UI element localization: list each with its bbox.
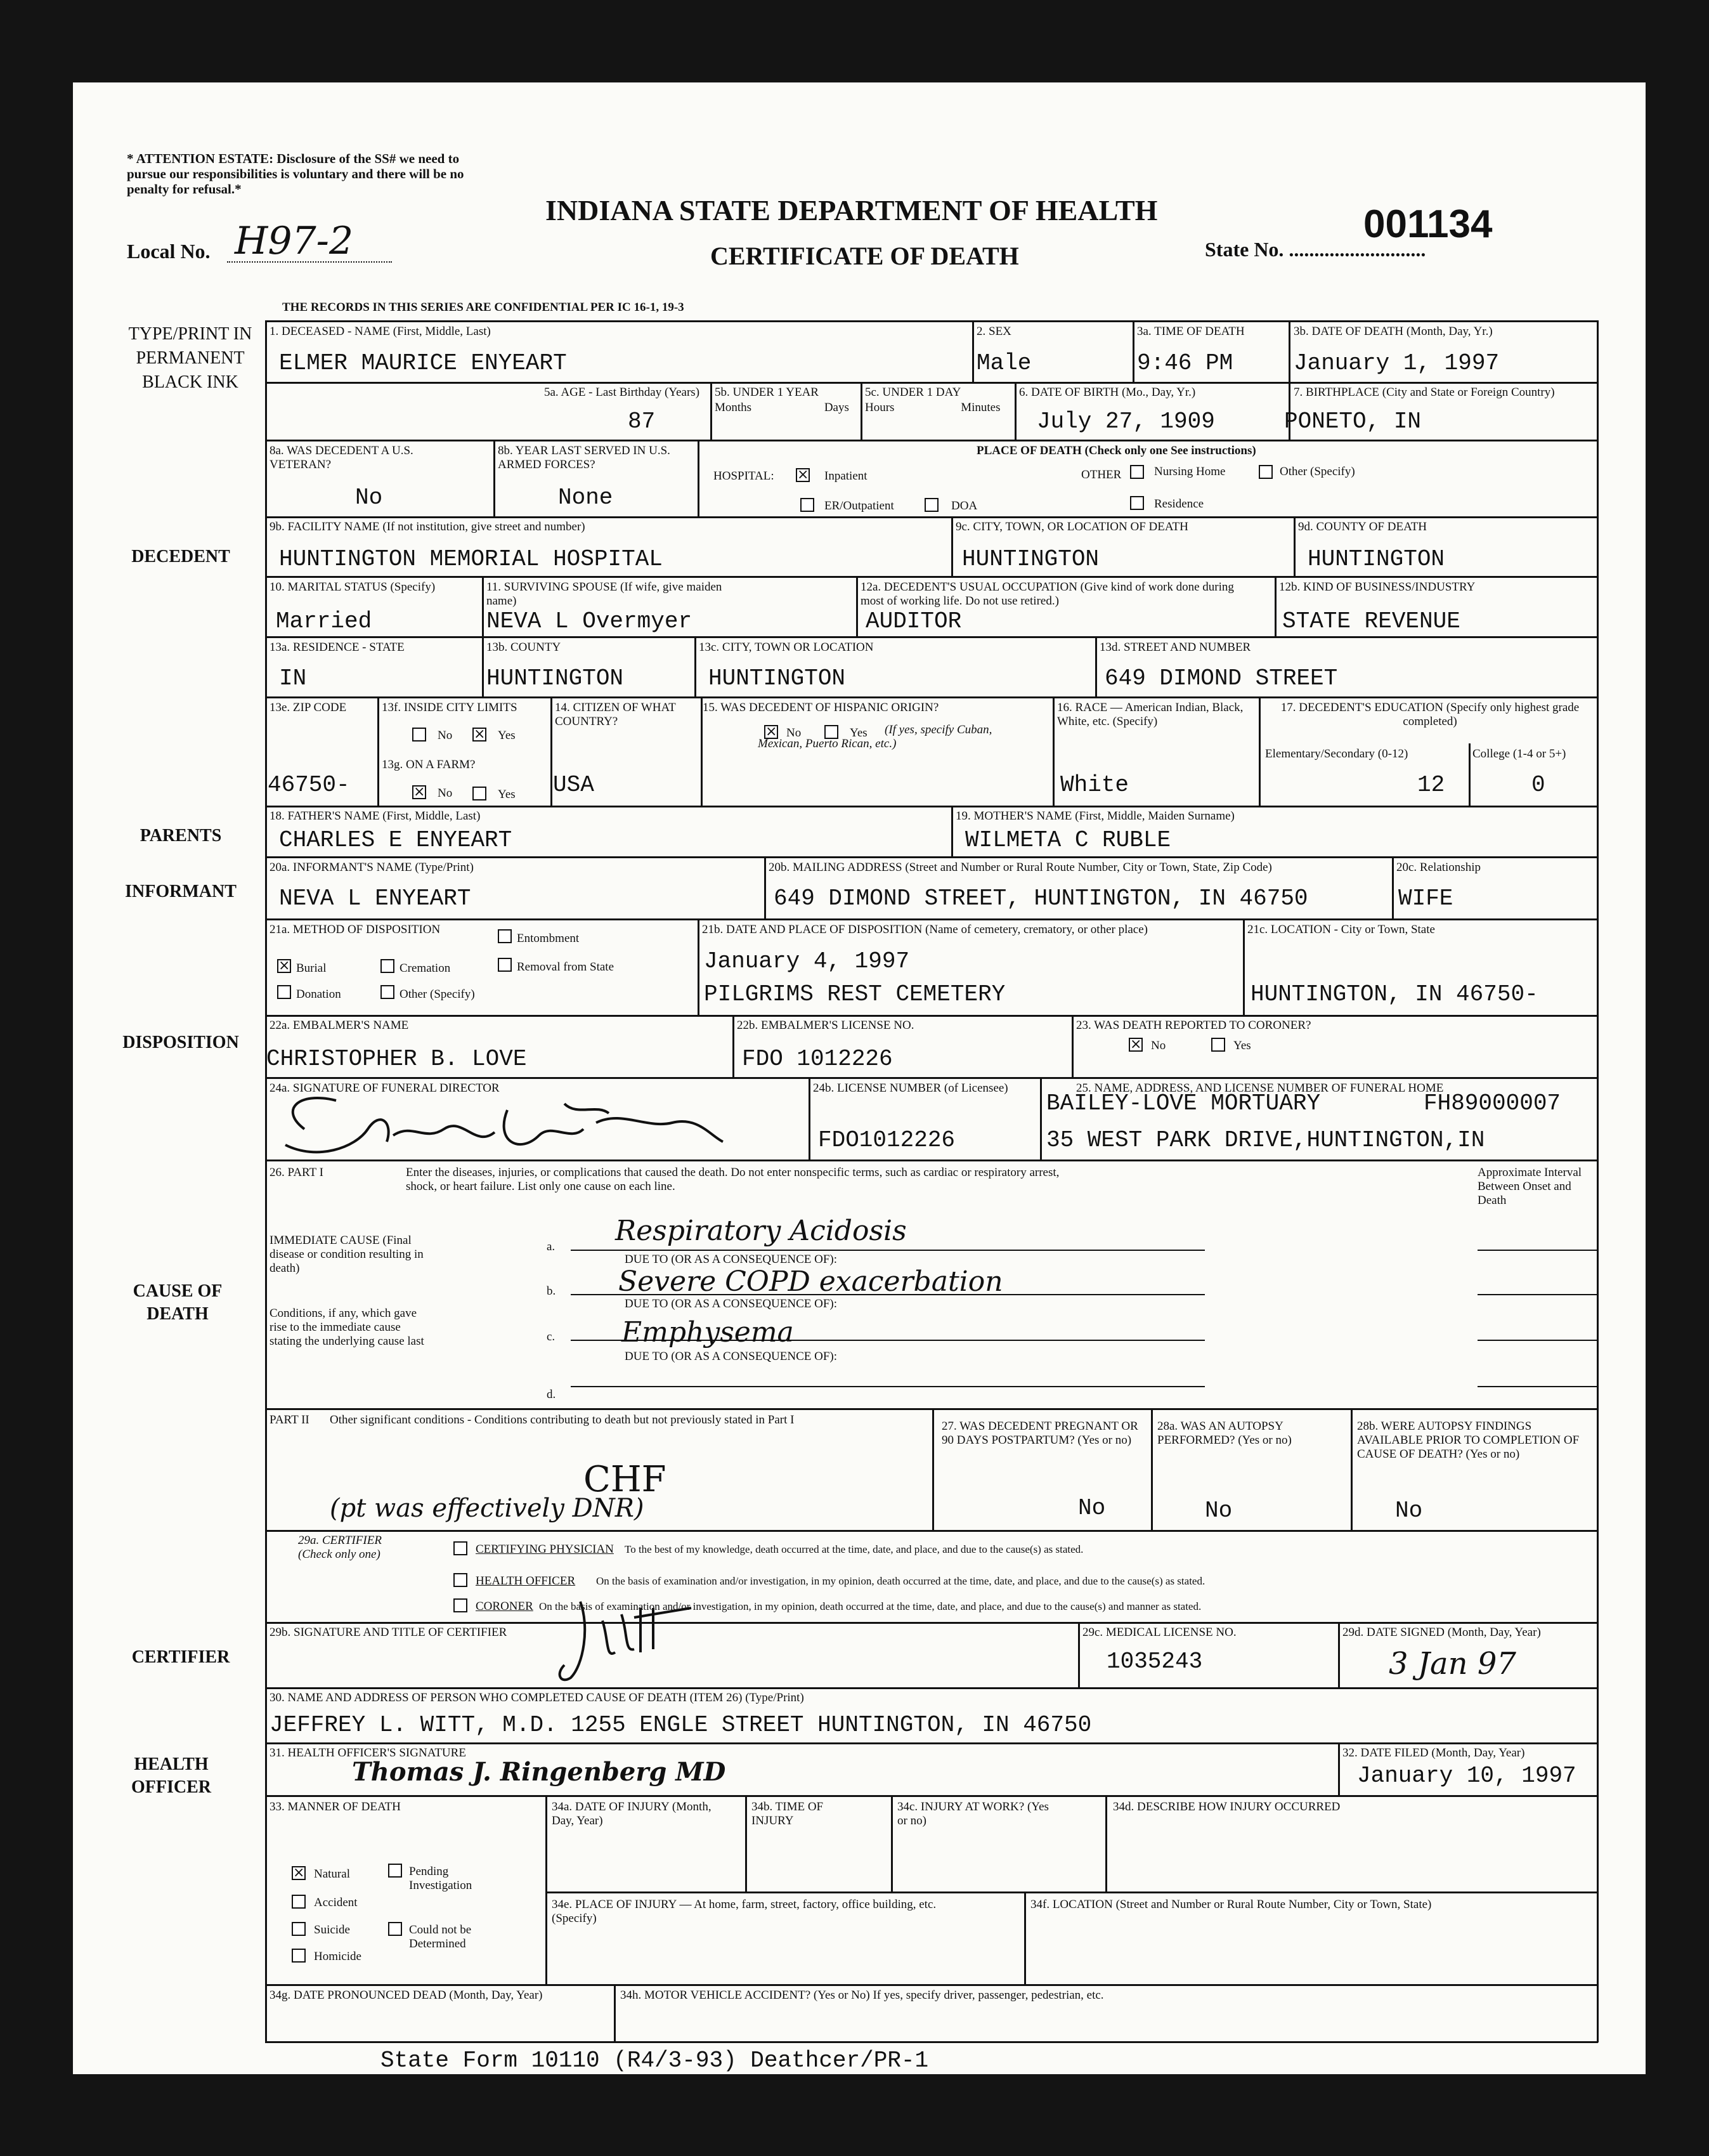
- citizen-label: 14. CITIZEN OF WHAT COUNTRY?: [555, 701, 676, 728]
- form-footer: State Form 10110 (R4/3-93) Deathcer/PR-1: [380, 2048, 929, 2074]
- donation-label: Donation: [296, 988, 341, 1001]
- removal-checkbox[interactable]: [498, 958, 512, 972]
- city-death-label: 9c. CITY, TOWN, OR LOCATION OF DEATH: [956, 520, 1188, 533]
- street-value: 649 DIMOND STREET: [1105, 665, 1338, 691]
- hispanic-yes-label: Yes: [850, 726, 867, 740]
- cert-license-value: 1035243: [1107, 1649, 1203, 1675]
- race-label: 16. RACE — American Indian, Black, White, etc. (Specify): [1057, 701, 1244, 728]
- cremation-checkbox[interactable]: [380, 959, 394, 973]
- farm-label: 13g. ON A FARM?: [382, 758, 476, 771]
- fd-sig-label: 24a. SIGNATURE OF FUNERAL DIRECTOR: [270, 1081, 500, 1095]
- date-filed-value: January 10, 1997: [1357, 1763, 1576, 1789]
- county-death-label: 9d. COUNTY OF DEATH: [1298, 520, 1427, 533]
- res-county-label: 13b. COUNTY: [486, 641, 561, 654]
- farm-yes-label: Yes: [498, 788, 516, 801]
- other-place-checkbox[interactable]: [1259, 465, 1273, 479]
- burial-checkbox[interactable]: ×: [278, 958, 290, 974]
- relationship-label: 20c. Relationship: [1396, 861, 1481, 874]
- hispanic-label: 15. WAS DECEDENT OF HISPANIC ORIGIN?: [703, 701, 939, 714]
- undetermined-label: Could not be Determined: [409, 1923, 472, 1950]
- section-informant: INFORMANT: [125, 882, 237, 901]
- farm-no-checkbox[interactable]: ×: [413, 784, 426, 800]
- city-limits-label: 13f. INSIDE CITY LIMITS: [382, 701, 517, 714]
- autopsy-value: No: [1205, 1498, 1233, 1524]
- pending-checkbox[interactable]: [388, 1864, 402, 1878]
- suicide-label: Suicide: [314, 1923, 350, 1937]
- city-limits-yes-checkbox[interactable]: ×: [474, 726, 486, 742]
- pronounced-label: 34g. DATE PRONOUNCED DEAD (Month, Day, Year): [270, 1989, 543, 2002]
- age-value: 87: [628, 408, 656, 434]
- date-signed-value: 3 Jan 97: [1389, 1646, 1516, 1682]
- due-to-a: DUE TO (OR AS A CONSEQUENCE OF):: [625, 1253, 838, 1266]
- er-label: ER/Outpatient: [824, 499, 894, 513]
- conditions-label: Conditions, if any, which gave rise to the immediate cause stating the underlying cause last: [270, 1307, 424, 1348]
- cause-d-letter: d.: [547, 1388, 556, 1401]
- date-label: 3b. DATE OF DEATH (Month, Day, Yr.): [1294, 325, 1493, 338]
- coroner-no-checkbox[interactable]: ×: [1130, 1036, 1142, 1052]
- year-served-value: None: [558, 485, 613, 511]
- local-no-value: H97-2: [235, 219, 354, 263]
- street-label: 13d. STREET AND NUMBER: [1100, 641, 1251, 654]
- spouse-value: NEVA L Overmyer: [486, 608, 692, 634]
- cause-c-value: Emphysema: [621, 1316, 794, 1349]
- person-value: JEFFREY L. WITT, M.D. 1255 ENGLE STREET HUNTINGTON, IN 46750: [270, 1712, 1092, 1738]
- res-state-value: IN: [279, 665, 307, 691]
- under1day-sub: Hours Minutes: [865, 401, 1001, 414]
- state-no-label: State No. ...........................: [1205, 238, 1426, 261]
- section-health-officer: HEALTH OFFICER: [131, 1754, 211, 1797]
- local-no-line: [227, 261, 392, 263]
- doa-label: DOA: [951, 499, 978, 513]
- cause-a-letter: a.: [547, 1240, 556, 1253]
- business-value: STATE REVENUE: [1282, 608, 1460, 634]
- informant-address-value: 649 DIMOND STREET, HUNTINGTON, IN 46750: [774, 885, 1308, 911]
- fd-lic-label: 24b. LICENSE NUMBER (of Licensee): [813, 1081, 1008, 1095]
- coroner-cert-label: CORONER: [476, 1600, 533, 1613]
- zip-label: 13e. ZIP CODE: [270, 701, 347, 714]
- fd-lic-value: FDO1012226: [818, 1127, 956, 1153]
- state-no-value: 001134: [1363, 202, 1493, 246]
- city-limits-no-checkbox[interactable]: [412, 728, 426, 742]
- coroner-yes-checkbox[interactable]: [1211, 1038, 1225, 1052]
- marital-label: 10. MARITAL STATUS (Specify): [270, 580, 436, 594]
- vehicle-label: 34h. MOTOR VEHICLE ACCIDENT? (Yes or No) If yes, specify driver, passenger, pedestrian, etc.: [620, 1989, 1104, 2002]
- immediate-label: IMMEDIATE CAUSE (Final disease or condition resulting in death): [270, 1234, 424, 1275]
- res-county-value: HUNTINGTON: [486, 665, 624, 691]
- local-no-label: Local No.: [127, 240, 211, 263]
- farm-no-label: No: [438, 787, 453, 800]
- entombment-label: Entombment: [517, 932, 580, 945]
- certifying-physician-text: To the best of my knowledge, death occurred at the time, date, and place, and due to the cause(s) as stated.: [625, 1543, 1084, 1555]
- embalmer-lic-label: 22b. EMBALMER'S LICENSE NO.: [737, 1019, 914, 1032]
- describe-label: 34d. DESCRIBE HOW INJURY OCCURRED: [1113, 1800, 1341, 1813]
- part2-value: CHF: [583, 1459, 666, 1500]
- under1day-label: 5c. UNDER 1 DAY: [865, 386, 961, 399]
- pregnant-label: 27. WAS DECEDENT PREGNANT OR 90 DAYS POSTPARTUM? (Yes or no): [942, 1420, 1138, 1447]
- coroner-label: 23. WAS DEATH REPORTED TO CORONER?: [1076, 1019, 1311, 1032]
- due-to-c: DUE TO (OR AS A CONSEQUENCE OF):: [625, 1350, 838, 1363]
- date-filed-label: 32. DATE FILED (Month, Day, Year): [1342, 1746, 1525, 1760]
- time-of-death: 9:46 PM: [1137, 350, 1233, 376]
- race-value: White: [1060, 772, 1129, 798]
- cert-license-label: 29c. MEDICAL LICENSE NO.: [1082, 1626, 1237, 1639]
- citizen-value: USA: [553, 772, 594, 798]
- part2-label: PART II: [270, 1413, 309, 1427]
- part1-instructions: Enter the diseases, injuries, or complications that caused the death. Do not enter nonspecific terms, such as cardiac or respiratory arrest, shock, or heart failure. List only one cause on each line.: [406, 1166, 1060, 1193]
- informant-name-value: NEVA L ENYEART: [279, 885, 471, 911]
- injury-place-label: 34e. PLACE OF INJURY — At home, farm, street, factory, office building, etc. (Specify): [552, 1898, 937, 1925]
- cert-signature-label: 29b. SIGNATURE AND TITLE OF CERTIFIER: [270, 1626, 507, 1639]
- donation-checkbox[interactable]: [277, 985, 291, 999]
- embalmer-value: CHRISTOPHER B. LOVE: [266, 1046, 527, 1072]
- under1yr-sub: Months Days: [715, 401, 849, 414]
- disposition-place: PILGRIMS REST CEMETERY: [704, 981, 1006, 1007]
- hispanic-no-checkbox[interactable]: ×: [765, 724, 777, 740]
- informant-name-label: 20a. INFORMANT'S NAME (Type/Print): [270, 861, 474, 874]
- other-disposition-label: Other (Specify): [400, 988, 475, 1001]
- department-title: INDIANA STATE DEPARTMENT OF HEALTH: [545, 194, 1158, 226]
- elem-value: 12: [1417, 772, 1445, 798]
- part2-note: (pt was effectively DNR): [330, 1494, 644, 1523]
- home-lic: FH89000007: [1424, 1090, 1561, 1116]
- other-label: OTHER: [1081, 468, 1122, 481]
- nursing-home-label: Nursing Home: [1154, 465, 1226, 478]
- date-of-death: January 1, 1997: [1294, 350, 1500, 376]
- sex-label: 2. SEX: [977, 325, 1011, 338]
- health-officer-checkbox[interactable]: [453, 1573, 467, 1587]
- undetermined-checkbox[interactable]: [388, 1922, 402, 1936]
- removal-label: Removal from State: [517, 960, 614, 974]
- nursing-home-checkbox[interactable]: [1130, 465, 1144, 479]
- deceased-name: ELMER MAURICE ENYEART: [279, 350, 567, 376]
- occupation-label: 12a. DECEDENT'S USUAL OCCUPATION (Give kind of work done during most of working life. Do not use retired.): [861, 580, 1234, 608]
- zip-value: 46750-: [268, 772, 350, 798]
- cause-c-letter: c.: [547, 1330, 556, 1343]
- facility-label: 9b. FACILITY NAME (If not institution, give street and number): [270, 520, 585, 533]
- college-value: 0: [1531, 772, 1545, 798]
- accident-checkbox[interactable]: [292, 1895, 306, 1909]
- res-city-value: HUNTINGTON: [708, 665, 846, 691]
- name-label: 1. DECEASED - NAME (First, Middle, Last): [270, 325, 491, 338]
- at-work-label: 34c. INJURY AT WORK? (Yes or no): [897, 1800, 1049, 1827]
- section-parents: PARENTS: [140, 826, 222, 846]
- injury-date-label: 34a. DATE OF INJURY (Month, Day, Year): [552, 1800, 712, 1827]
- certifier-label: 29a. CERTIFIER (Check only one): [298, 1534, 382, 1561]
- year-served-label: 8b. YEAR LAST SERVED IN U.S. ARMED FORCES?: [498, 444, 670, 471]
- section-disposition: DISPOSITION: [122, 1033, 239, 1052]
- birthplace-value: PONETO, IN: [1284, 408, 1422, 434]
- embalmer-lic-value: FDO 1012226: [742, 1046, 893, 1072]
- coroner-yes-label: Yes: [1233, 1039, 1251, 1052]
- father-label: 18. FATHER'S NAME (First, Middle, Last): [270, 809, 481, 823]
- suicide-checkbox[interactable]: [292, 1922, 306, 1936]
- age-label: 5a. AGE - Last Birthday (Years): [544, 386, 700, 399]
- relationship-value: WIFE: [1398, 885, 1453, 911]
- hospital-label: HOSPITAL:: [713, 469, 774, 483]
- entombment-checkbox[interactable]: [498, 929, 512, 943]
- hispanic-hint: (If yes, specify Cuban, Mexican, Puerto Rican, etc.): [758, 723, 992, 750]
- autopsy-avail-value: No: [1395, 1498, 1423, 1524]
- certifying-physician-label: CERTIFYING PHYSICIAN: [476, 1543, 614, 1556]
- cause-b-letter: b.: [547, 1284, 556, 1298]
- inpatient-checkbox[interactable]: ×: [797, 467, 809, 483]
- spouse-label: 11. SURVIVING SPOUSE (If wife, give maiden name): [486, 580, 722, 608]
- coroner-cert-checkbox[interactable]: [453, 1598, 467, 1612]
- education-label: 17. DECEDENT'S EDUCATION (Specify only highest grade completed): [1280, 701, 1580, 728]
- ho-sig-label: 31. HEALTH OFFICER'S SIGNATURE: [270, 1746, 466, 1760]
- cause-b-value: Severe COPD exacerbation: [618, 1265, 1003, 1298]
- res-state-label: 13a. RESIDENCE - STATE: [270, 641, 405, 654]
- natural-label: Natural: [314, 1867, 350, 1881]
- under1yr-label: 5b. UNDER 1 YEAR: [715, 386, 819, 399]
- manner-label: 33. MANNER OF DEATH: [270, 1800, 401, 1813]
- elem-label: Elementary/Secondary (0-12): [1265, 747, 1408, 761]
- facility-value: HUNTINGTON MEMORIAL HOSPITAL: [279, 546, 663, 572]
- marital-value: Married: [276, 608, 372, 634]
- embalmer-label: 22a. EMBALMER'S NAME: [270, 1019, 409, 1032]
- other-place-label: Other (Specify): [1280, 465, 1355, 478]
- hispanic-no-label: No: [786, 726, 802, 740]
- section-decedent: DECEDENT: [131, 547, 230, 566]
- city-death-value: HUNTINGTON: [962, 546, 1100, 572]
- injury-location-label: 34f. LOCATION (Street and Number or Rural Route Number, City or Town, State): [1030, 1898, 1432, 1911]
- res-city-label: 13c. CITY, TOWN OR LOCATION: [699, 641, 874, 654]
- ho-signature: Thomas J. Ringenberg MD: [352, 1757, 726, 1787]
- home-address: 35 WEST PARK DRIVE,HUNTINGTON,IN: [1046, 1127, 1485, 1153]
- injury-time-label: 34b. TIME OF INJURY: [751, 1800, 824, 1827]
- date-of-birth: July 27, 1909: [1037, 408, 1215, 434]
- due-to-b: DUE TO (OR AS A CONSEQUENCE OF):: [625, 1297, 838, 1310]
- residence-label: Residence: [1154, 497, 1204, 511]
- interval-label: Approximate Interval Between Onset and Death: [1478, 1166, 1582, 1207]
- business-label: 12b. KIND OF BUSINESS/INDUSTRY: [1279, 580, 1476, 594]
- certifying-physician-checkbox[interactable]: [453, 1541, 467, 1555]
- homicide-checkbox[interactable]: [292, 1949, 306, 1963]
- mother-label: 19. MOTHER'S NAME (First, Middle, Maiden Surname): [956, 809, 1235, 823]
- coroner-cert-text: On the basis of examination and/or investigation, in my opinion, death occurred at the time, date, and place, and due to the cause(s) and manner as stated.: [539, 1600, 1202, 1612]
- other-disposition-checkbox[interactable]: [380, 985, 394, 999]
- veteran-label: 8a. WAS DECEDENT A U.S. VETERAN?: [270, 444, 413, 471]
- autopsy-avail-label: 28b. WERE AUTOPSY FINDINGS AVAILABLE PRIOR TO COMPLETION OF CAUSE OF DEATH? (Yes or no): [1357, 1420, 1580, 1461]
- section-certifier: CERTIFIER: [131, 1647, 230, 1667]
- county-death-value: HUNTINGTON: [1308, 546, 1445, 572]
- birthplace-label: 7. BIRTHPLACE (City and State or Foreign Country): [1294, 386, 1555, 399]
- accident-label: Accident: [314, 1896, 358, 1909]
- certificate-title: CERTIFICATE OF DEATH: [710, 242, 1019, 270]
- city-limits-yes-label: Yes: [498, 729, 516, 742]
- cause-a-value: Respiratory Acidosis: [615, 1215, 907, 1247]
- farm-yes-checkbox[interactable]: [472, 787, 486, 800]
- person-label: 30. NAME AND ADDRESS OF PERSON WHO COMPLETED CAUSE OF DEATH (ITEM 26) (Type/Print): [270, 1691, 804, 1704]
- pending-label: Pending Investigation: [409, 1865, 472, 1892]
- veteran-value: No: [355, 485, 383, 511]
- confidential-note: THE RECORDS IN THIS SERIES ARE CONFIDENTIAL PER IC 16-1, 19-3: [282, 301, 684, 314]
- occupation-value: AUDITOR: [866, 608, 962, 634]
- health-officer-label: HEALTH OFFICER: [476, 1574, 576, 1588]
- mother-value: WILMETA C RUBLE: [965, 827, 1171, 853]
- coroner-no-label: No: [1151, 1039, 1166, 1052]
- date-place-label: 21b. DATE AND PLACE OF DISPOSITION (Name of cemetery, crematory, or other place): [702, 923, 1148, 936]
- time-label: 3a. TIME OF DEATH: [1137, 325, 1245, 338]
- home-label: 25. NAME, ADDRESS, AND LICENSE NUMBER OF FUNERAL HOME: [1076, 1081, 1444, 1095]
- part2-instructions: Other significant conditions - Conditions contributing to death but not previously stated in Part I: [330, 1413, 795, 1427]
- autopsy-label: 28a. WAS AN AUTOPSY PERFORMED? (Yes or no): [1157, 1420, 1292, 1447]
- type-print-note: TYPE/PRINT IN PERMANENT BLACK INK: [128, 324, 252, 392]
- attention-note: * ATTENTION ESTATE: Disclosure of the SS# we need to pursue our responsibilities is voluntary and there will be no penalty for refusal.*: [127, 151, 464, 197]
- sex-value: Male: [977, 350, 1032, 376]
- cremation-label: Cremation: [400, 962, 451, 975]
- doa-checkbox[interactable]: [925, 498, 939, 512]
- method-label: 21a. METHOD OF DISPOSITION: [270, 923, 441, 936]
- date-signed-label: 29d. DATE SIGNED (Month, Day, Year): [1342, 1626, 1541, 1639]
- homicide-label: Homicide: [314, 1950, 361, 1963]
- location-value: HUNTINGTON, IN 46750-: [1251, 981, 1538, 1007]
- natural-checkbox[interactable]: ×: [293, 1865, 305, 1881]
- home-name: BAILEY-LOVE MORTUARY: [1046, 1090, 1321, 1116]
- er-checkbox[interactable]: [800, 498, 814, 512]
- city-limits-no-label: No: [438, 729, 453, 742]
- informant-address-label: 20b. MAILING ADDRESS (Street and Number or Rural Route Number, City or Town, State, Zip Code): [769, 861, 1272, 874]
- college-label: College (1-4 or 5+): [1472, 747, 1566, 761]
- part1-label: 26. PART I: [270, 1166, 323, 1179]
- section-cause: CAUSE OF DEATH: [133, 1281, 223, 1324]
- father-value: CHARLES E ENYEART: [279, 827, 512, 853]
- inpatient-label: Inpatient: [824, 469, 867, 483]
- health-officer-text: On the basis of examination and/or investigation, in my opinion, death occurred at the time, date, and place, and due to the cause(s) as stated.: [596, 1575, 1205, 1587]
- disposition-date: January 4, 1997: [704, 948, 910, 974]
- dob-label: 6. DATE OF BIRTH (Mo., Day, Yr.): [1019, 386, 1196, 399]
- burial-label: Burial: [296, 962, 327, 975]
- pregnant-value: No: [1078, 1495, 1106, 1521]
- place-of-death-label: PLACE OF DEATH (Check only one See instructions): [977, 444, 1256, 457]
- location-label: 21c. LOCATION - City or Town, State: [1247, 923, 1435, 936]
- residence-checkbox[interactable]: [1130, 496, 1144, 510]
